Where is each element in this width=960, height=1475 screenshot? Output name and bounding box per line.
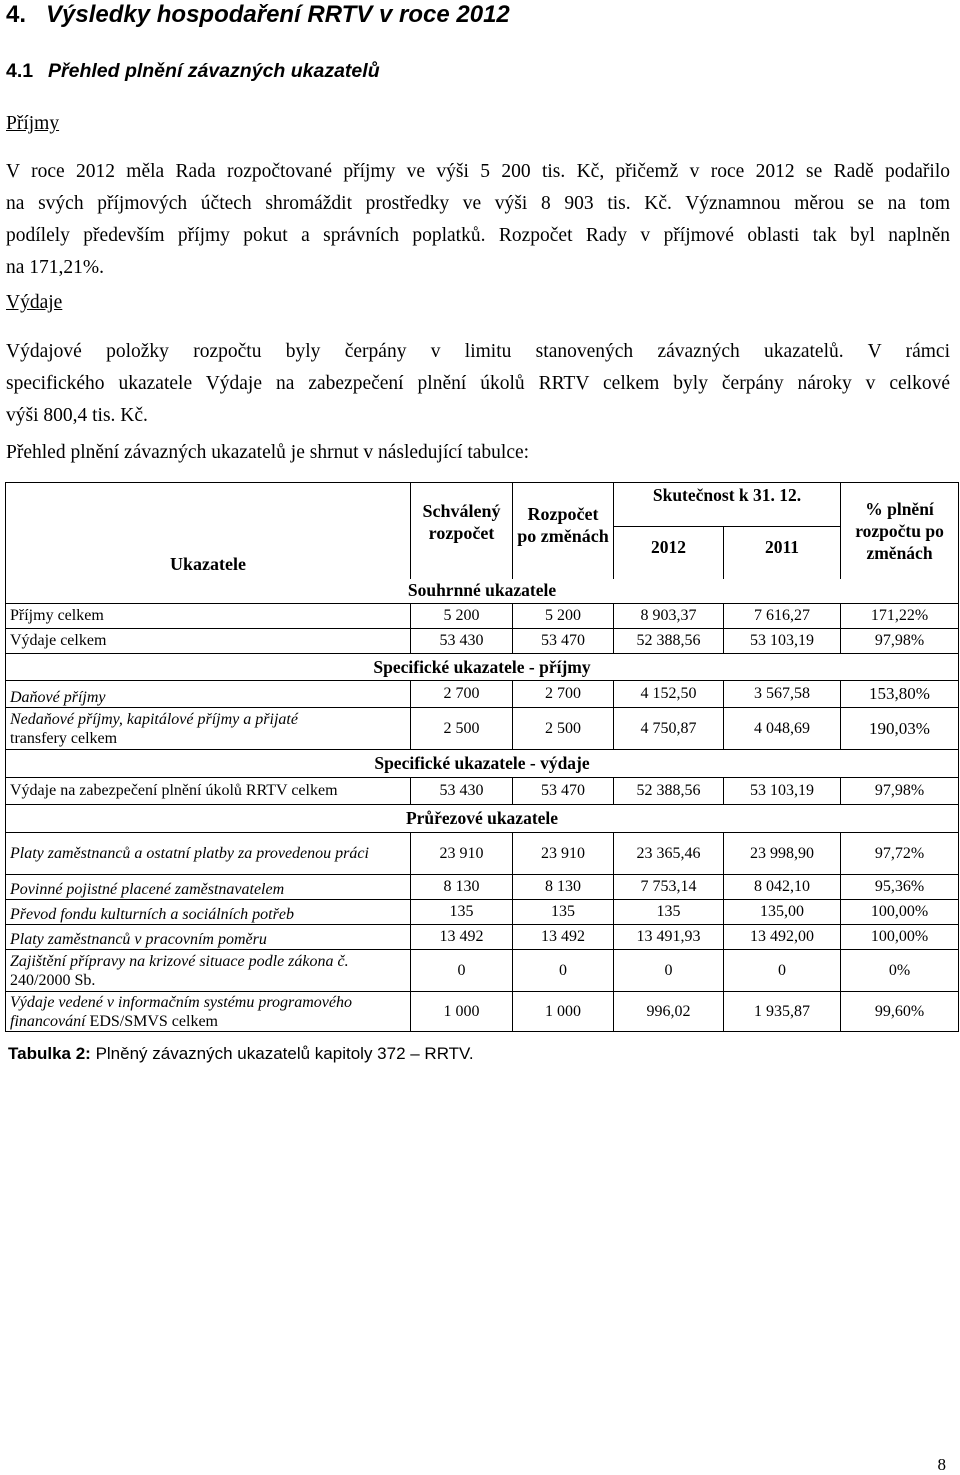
income-paragraph bbox=[6, 156, 950, 284]
caption-label: Tabulka 2: bbox=[8, 1044, 91, 1063]
expenses-line: specifického ukazatele Výdaje na zabezpečení plnění úkolů RRTV celkem byly čerpány nároky v celkové bbox=[6, 373, 950, 394]
cell-schvaleny: 5 200 bbox=[411, 604, 513, 629]
section-spec-vydaje: Specifické ukazatele - výdaje bbox=[6, 750, 959, 778]
cell-zmeny: 2 700 bbox=[513, 681, 614, 708]
section-prurezove: Průřezové ukazatele bbox=[6, 805, 959, 833]
cell-2012: 4 750,87 bbox=[614, 708, 724, 750]
row-label: Příjmy celkem bbox=[6, 604, 411, 629]
row-label-continued: 240/2000 Sb. bbox=[10, 971, 96, 989]
cell-pct: 100,00% bbox=[841, 900, 959, 925]
header-year-2011: 2011 bbox=[724, 527, 841, 579]
cell-zmeny: 1 000 bbox=[513, 992, 614, 1032]
header-plneni: % plnění rozpočtu po změnách bbox=[841, 483, 959, 579]
table-row bbox=[6, 925, 959, 950]
cell-2011: 4 048,69 bbox=[724, 708, 841, 750]
cell-schvaleny: 53 430 bbox=[411, 778, 513, 805]
table-row bbox=[6, 950, 959, 992]
cell-2011: 13 492,00 bbox=[724, 925, 841, 950]
row-label: Nedaňové příjmy, kapitálové příjmy a přijaté bbox=[10, 710, 298, 728]
cell-2012: 13 491,93 bbox=[614, 925, 724, 950]
header-ukazatele: Ukazatele bbox=[6, 483, 411, 579]
expenses-line: Výdajové položky rozpočtu byly čerpány v limitu stanovených závazných ukazatelů. V rámci bbox=[6, 341, 950, 362]
header-skutecnost: Skutečnost k 31. 12. bbox=[614, 483, 841, 527]
cell-2012: 8 903,37 bbox=[614, 604, 724, 629]
row-label: Převod fondu kulturních a sociálních potřeb bbox=[6, 900, 411, 925]
cell-schvaleny: 2 500 bbox=[411, 708, 513, 750]
income-title: Příjmy bbox=[6, 113, 60, 134]
header-rozpocet-po: Rozpočet po změnách bbox=[513, 483, 614, 579]
cell-2012: 52 388,56 bbox=[614, 778, 724, 805]
cell-2011: 53 103,19 bbox=[724, 778, 841, 805]
expenses-title: Výdaje bbox=[6, 292, 63, 313]
cell-2012: 0 bbox=[614, 950, 724, 992]
row-label: Platy zaměstnanců a ostatní platby za provedenou práci bbox=[6, 833, 411, 875]
cell-schvaleny: 53 430 bbox=[411, 629, 513, 654]
cell-2011: 53 103,19 bbox=[724, 629, 841, 654]
cell-pct: 171,22% bbox=[841, 604, 959, 629]
cell-schvaleny: 1 000 bbox=[411, 992, 513, 1032]
table-row bbox=[6, 875, 959, 900]
chapter-title: Výsledky hospodaření RRTV v roce 2012 bbox=[46, 1, 510, 28]
cell-2012: 52 388,56 bbox=[614, 629, 724, 654]
row-label: Výdaje celkem bbox=[6, 629, 411, 654]
income-line: na 171,21%. bbox=[6, 257, 105, 278]
section-souhrnne: Souhrnné ukazatele bbox=[6, 579, 959, 604]
cell-2011: 3 567,58 bbox=[724, 681, 841, 708]
section-spec-prijmy: Specifické ukazatele - příjmy bbox=[6, 654, 959, 681]
expenses-paragraph bbox=[6, 336, 950, 432]
cell-pct: 190,03% bbox=[841, 708, 959, 750]
cell-zmeny: 53 470 bbox=[513, 629, 614, 654]
cell-schvaleny: 8 130 bbox=[411, 875, 513, 900]
row-label-multiline bbox=[6, 992, 411, 1032]
caption-text: Plněný závazných ukazatelů kapitoly 372 – RRTV. bbox=[95, 1044, 474, 1063]
table-caption bbox=[8, 1044, 474, 1064]
cell-zmeny: 13 492 bbox=[513, 925, 614, 950]
table-row bbox=[6, 900, 959, 925]
cell-zmeny: 23 910 bbox=[513, 833, 614, 875]
cell-pct: 97,98% bbox=[841, 629, 959, 654]
chapter-number: 4. bbox=[6, 1, 27, 28]
cell-2012: 23 365,46 bbox=[614, 833, 724, 875]
cell-2011: 1 935,87 bbox=[724, 992, 841, 1032]
cell-2012: 996,02 bbox=[614, 992, 724, 1032]
cell-2012: 4 152,50 bbox=[614, 681, 724, 708]
cell-schvaleny: 13 492 bbox=[411, 925, 513, 950]
cell-2012: 135 bbox=[614, 900, 724, 925]
cell-2011: 135,00 bbox=[724, 900, 841, 925]
row-label: Zajištění přípravy na krizové situace podle zákona č. bbox=[10, 952, 349, 970]
row-label: Výdaje vedené v informačním systému programového financování bbox=[10, 993, 352, 1030]
indicators-table bbox=[5, 482, 959, 1032]
row-label: Povinné pojistné placené zaměstnavatelem bbox=[6, 875, 411, 900]
cell-pct: 97,98% bbox=[841, 778, 959, 805]
chapter-heading bbox=[6, 0, 510, 30]
cell-2011: 0 bbox=[724, 950, 841, 992]
cell-schvaleny: 2 700 bbox=[411, 681, 513, 708]
table-row bbox=[6, 681, 959, 708]
cell-zmeny: 0 bbox=[513, 950, 614, 992]
cell-pct: 95,36% bbox=[841, 875, 959, 900]
cell-zmeny: 8 130 bbox=[513, 875, 614, 900]
income-line: V roce 2012 měla Rada rozpočtované příjmy ve výši 5 200 tis. Kč, přičemž v roce 2012 se Radě podařilo bbox=[6, 161, 950, 182]
page-number: 8 bbox=[937, 1455, 946, 1474]
income-line: na svých příjmových účtech shromáždit prostředky ve výši 8 903 tis. Kč. Významnou měrou se na tom bbox=[6, 193, 950, 214]
table-intro: Přehled plnění závazných ukazatelů je shrnut v následující tabulce: bbox=[6, 442, 530, 463]
table-row bbox=[6, 992, 959, 1032]
row-label-continued: transfery celkem bbox=[10, 729, 118, 747]
table-row bbox=[6, 778, 959, 805]
row-label: Výdaje na zabezpečení plnění úkolů RRTV celkem bbox=[6, 778, 411, 805]
cell-zmeny: 2 500 bbox=[513, 708, 614, 750]
cell-pct: 0% bbox=[841, 950, 959, 992]
cell-2011: 23 998,90 bbox=[724, 833, 841, 875]
row-label: Daňové příjmy bbox=[6, 681, 411, 708]
cell-zmeny: 135 bbox=[513, 900, 614, 925]
section-number: 4.1 bbox=[6, 60, 34, 82]
cell-pct: 153,80% bbox=[841, 681, 959, 708]
cell-2011: 8 042,10 bbox=[724, 875, 841, 900]
cell-schvaleny: 23 910 bbox=[411, 833, 513, 875]
cell-schvaleny: 0 bbox=[411, 950, 513, 992]
row-label-multiline bbox=[6, 950, 411, 992]
cell-pct: 100,00% bbox=[841, 925, 959, 950]
table-row bbox=[6, 708, 959, 750]
header-schvaleny: Schválený rozpočet bbox=[411, 483, 513, 579]
cell-zmeny: 5 200 bbox=[513, 604, 614, 629]
cell-2011: 7 616,27 bbox=[724, 604, 841, 629]
row-label-continued: EDS/SMVS celkem bbox=[89, 1012, 218, 1030]
table-row bbox=[6, 629, 959, 654]
cell-zmeny: 53 470 bbox=[513, 778, 614, 805]
cell-pct: 97,72% bbox=[841, 833, 959, 875]
cell-schvaleny: 135 bbox=[411, 900, 513, 925]
section-heading bbox=[6, 58, 380, 84]
income-line: podílely především příjmy pokut a správních poplatků. Rozpočet Rady v příjmové oblasti tak byl naplněn bbox=[6, 225, 950, 246]
table-row bbox=[6, 833, 959, 875]
row-label-multiline bbox=[6, 708, 411, 750]
section-title: Přehled plnění závazných ukazatelů bbox=[48, 60, 380, 82]
table-row bbox=[6, 604, 959, 629]
row-label: Platy zaměstnanců v pracovním poměru bbox=[6, 925, 411, 950]
header-year-2012: 2012 bbox=[614, 527, 724, 579]
expenses-line: výši 800,4 tis. Kč. bbox=[6, 405, 148, 426]
cell-2012: 7 753,14 bbox=[614, 875, 724, 900]
cell-pct: 99,60% bbox=[841, 992, 959, 1032]
